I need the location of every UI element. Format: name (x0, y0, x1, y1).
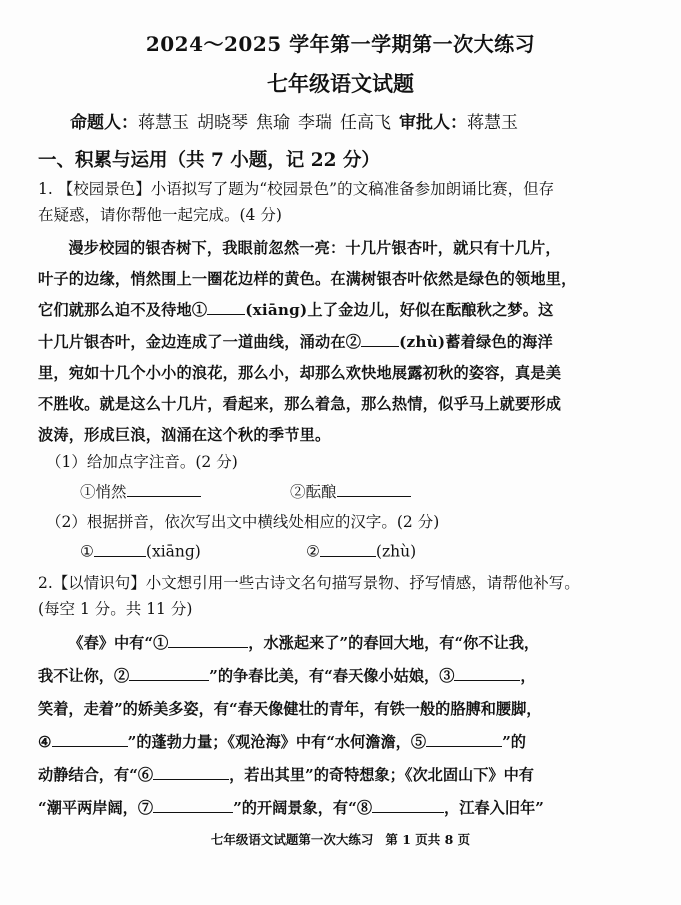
poem-text: ”的开阔景象，有“⑧ (233, 799, 373, 817)
poem-text: ④ (38, 733, 52, 751)
exam-subtitle: 七年级语文试题 (267, 71, 414, 96)
poem-text: “潮平两岸阔，⑦ (38, 799, 154, 817)
poem-text: ”的争春比美，有“春天像小姑娘，③ (209, 667, 455, 685)
intro-line: 在疑惑，请你帮他一起完成。(4 分) (38, 206, 282, 224)
author-name: 焦瑜 (256, 113, 290, 133)
answer-blank[interactable] (153, 764, 229, 780)
answer-blank[interactable] (168, 632, 248, 648)
author-names (138, 113, 399, 133)
poem-line (38, 726, 653, 759)
pinyin-item-2 (290, 480, 411, 502)
intro-line: 1. 【校园景色】小语拟写了题为“校园景色”的文稿准备参加朗诵比赛，但存 (38, 180, 555, 198)
authors-label: 命题人： (70, 113, 138, 133)
answer-blank[interactable] (361, 330, 399, 346)
intro-line: (每空 1 分。共 11 分) (38, 600, 193, 618)
passage-line: 不胜收。就是这么十几片，看起来，那么着急，那么热情，似乎马上就要形成 (38, 395, 562, 414)
author-name: 李瑞 (298, 113, 332, 133)
footer-exam-name: 七年级语文试题第一次大练习 (210, 832, 374, 847)
answer-blank[interactable] (320, 540, 376, 557)
authors-line (70, 108, 518, 133)
answer-blank[interactable] (52, 731, 128, 747)
reading-passage (38, 233, 648, 451)
passage-line (38, 295, 648, 326)
pinyin-item-1 (80, 480, 201, 502)
poem-text: ，若出其里”的奇特想象；《次北固山下》中有 (229, 766, 534, 784)
passage-line: 漫步校园的银杏树下，我眼前忽然一亮：十几片银杏叶，就只有十几片， (68, 239, 561, 257)
poem-text: ，江春入旧年” (444, 799, 544, 817)
sub-question-2-prompt: （2）根据拼音，依次写出文中横线处相应的汉字。(2 分) (46, 513, 440, 531)
author-name: 蒋慧玉 (138, 113, 189, 133)
answer-blank[interactable] (426, 731, 502, 747)
passage-text: 它们就那么迫不及待地① (38, 301, 208, 320)
poem-text: 《春》中有“① (68, 634, 169, 652)
section-heading: 一、积累与运用（共 7 小题，记 22 分） (38, 150, 380, 171)
poem-line (38, 660, 653, 693)
answer-blank[interactable] (337, 481, 411, 498)
pinyin-hint: (xiānɡ) (145, 542, 201, 561)
poem-text: ”的蓬勃力量；《观沧海》中有“水何澹澹，⑤ (127, 733, 427, 751)
answer-blank[interactable] (372, 797, 444, 813)
hanzi-item-1 (80, 540, 201, 561)
item-label: ②酝酿 (290, 483, 337, 501)
poem-text: ， (520, 667, 536, 685)
passage-line: 波涛，形成巨浪，汹涌在这个秋的季节里。 (38, 426, 331, 445)
poem-line: 笑着，走着”的娇美多姿，有“春天像健壮的青年，有铁一般的胳膊和腰脚， (38, 700, 542, 718)
poem-line (38, 759, 653, 792)
question-1-intro (38, 176, 648, 228)
passage-text: (xiānɡ)上了金边儿，好似在酝酿秋之梦。这 (245, 301, 554, 320)
poem-text: 我不让你，② (38, 667, 130, 685)
footer-page-info: 第 1 页共 8 页 (385, 832, 471, 847)
answer-blank[interactable] (153, 797, 233, 813)
intro-line: 2.【以情识句】小文想引用一些古诗文名句描写景物、抒写情感，请帮他补写。 (38, 574, 580, 592)
hanzi-item-2 (306, 540, 416, 561)
poem-text: 动静结合，有“⑥ (38, 766, 154, 784)
answer-blank[interactable] (207, 299, 245, 315)
reviewer-name: 蒋慧玉 (467, 113, 518, 133)
item-label: ①悄然 (80, 483, 127, 501)
passage-text: (zhù)蓄着绿色的海洋 (399, 332, 553, 351)
passage-line: 里，宛如十几个小小的浪花，那么小，却那么欢快地展露初秋的姿容，真是美 (38, 363, 562, 382)
question-2-intro (38, 570, 648, 622)
poem-fill-in-passage (38, 627, 653, 825)
answer-blank[interactable] (127, 481, 201, 498)
pinyin-hint: (zhù) (375, 542, 417, 561)
answer-blank[interactable] (454, 665, 520, 681)
author-name: 任高飞 (340, 113, 391, 133)
passage-text: 十几片银杏叶，金边连成了一道曲线，涌动在② (38, 332, 362, 351)
poem-text: ，水涨起来了”的春回大地，有“你不让我， (248, 634, 540, 652)
poem-line (38, 627, 653, 660)
exam-title: 2024～2025 学年第一学期第一次大练习 (145, 32, 536, 56)
item-label: ① (80, 542, 94, 561)
answer-blank[interactable] (129, 665, 209, 681)
sub-question-1-prompt: （1）给加点字注音。(2 分) (46, 453, 238, 471)
reviewer-label: 审批人： (399, 113, 467, 133)
passage-line: 叶子的边缘，悄然围上一圈花边样的黄色。在满树银杏叶依然是绿色的领地里， (38, 270, 577, 289)
author-name: 胡晓琴 (197, 113, 248, 133)
answer-blank[interactable] (94, 540, 146, 557)
page-footer (0, 830, 681, 848)
poem-line (38, 792, 653, 825)
item-label: ② (306, 542, 320, 561)
poem-text: ”的 (502, 733, 526, 751)
passage-line (38, 327, 648, 358)
